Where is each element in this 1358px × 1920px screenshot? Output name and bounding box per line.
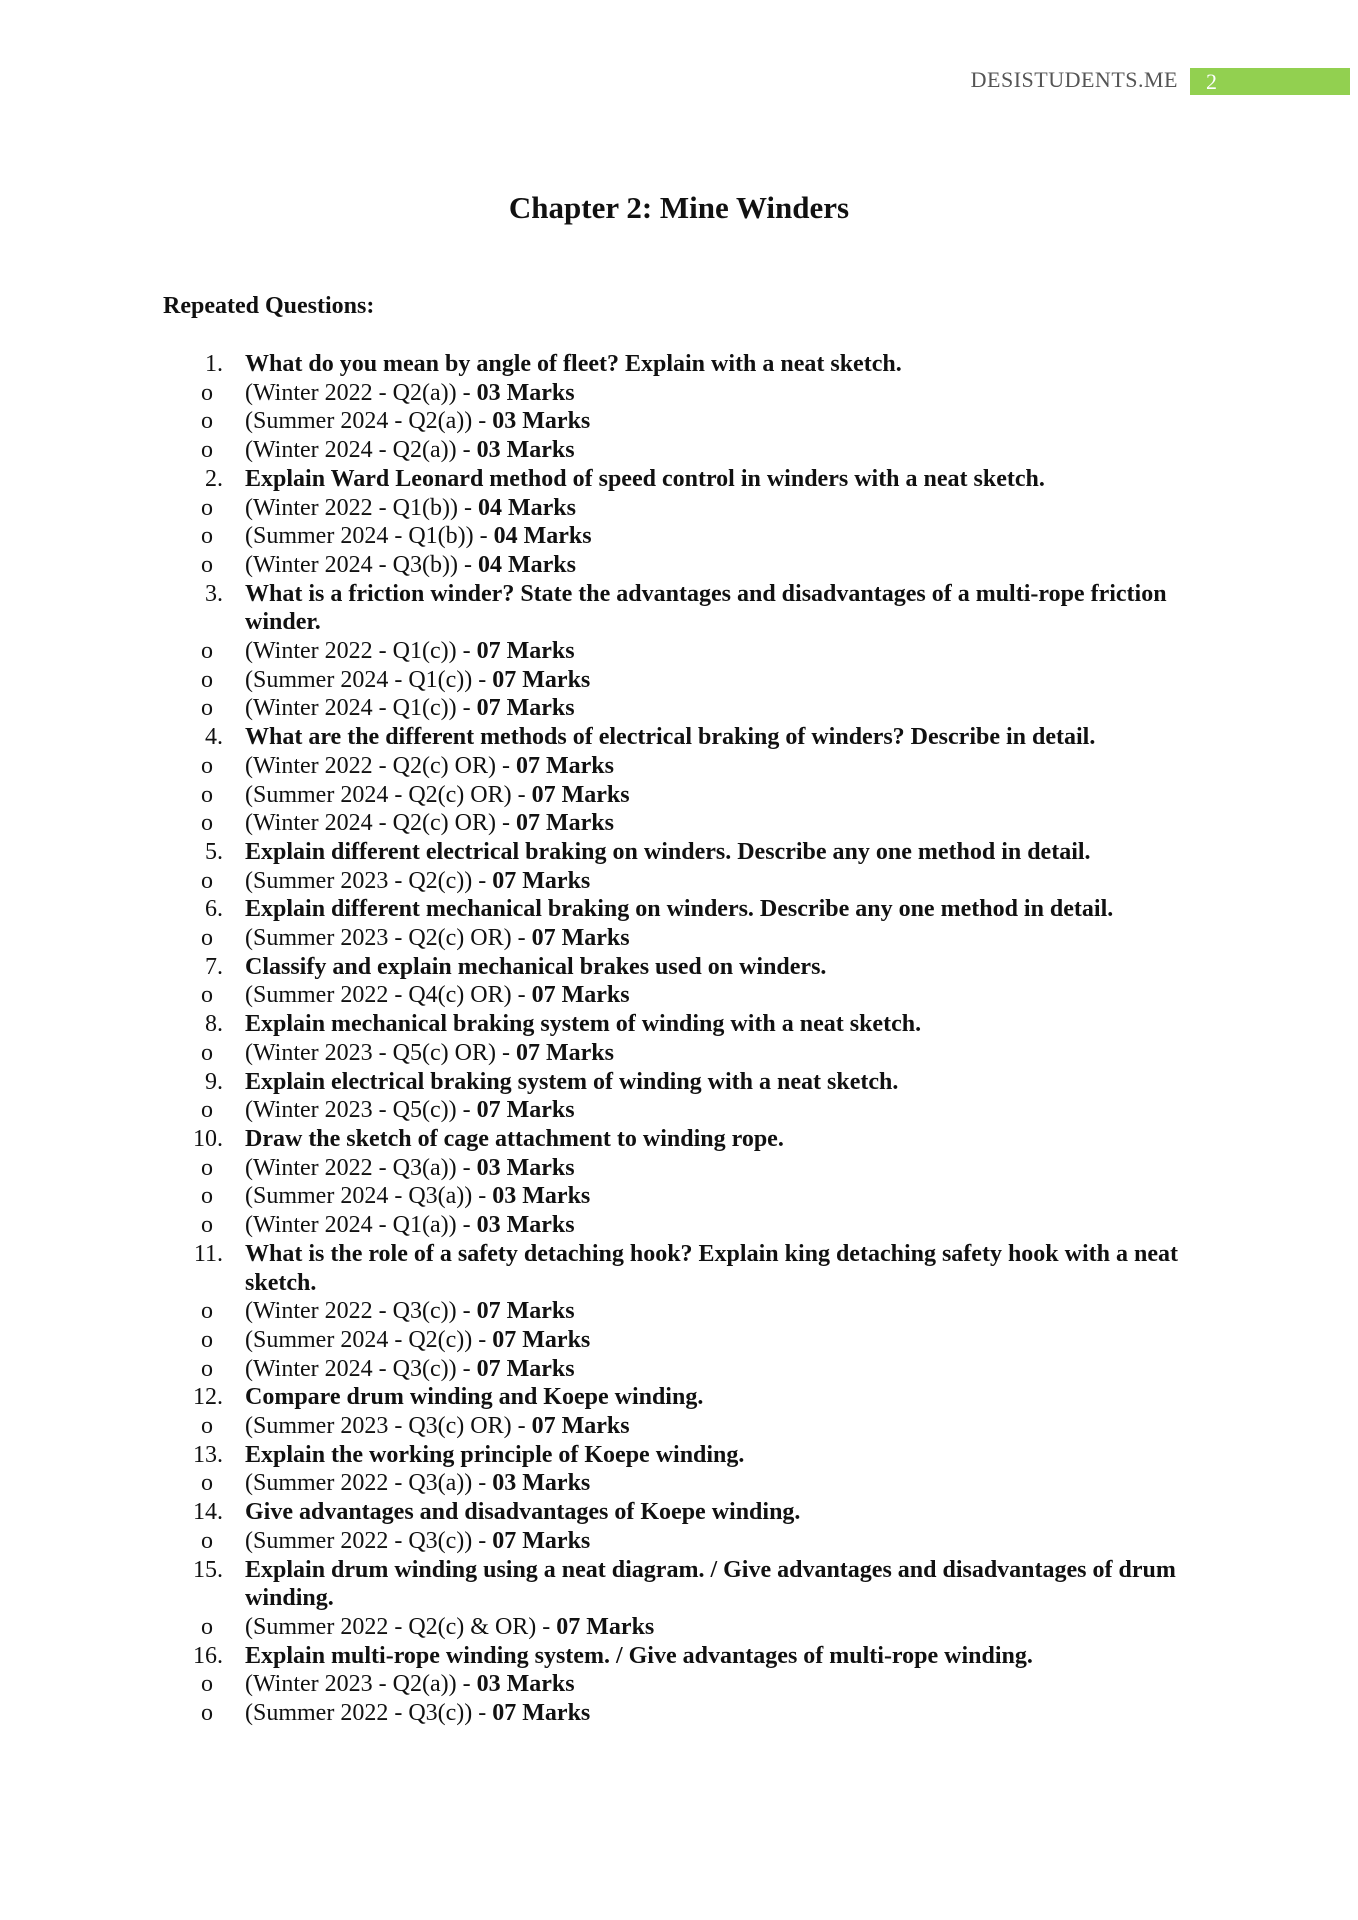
exam-marks: 07 Marks [531,781,630,808]
bullet-icon: o [201,810,213,837]
question-item [163,1498,1203,1527]
exam-marks: 07 Marks [476,1097,575,1124]
exam-source: (Winter 2024 - Q3(b)) - [245,551,478,578]
bullet-icon: o [201,551,213,578]
exam-reference [81,1613,1203,1642]
bullet-icon: o [201,1154,213,1181]
exam-marks: 04 Marks [477,551,576,578]
exam-reference [81,522,1203,551]
bullet-icon: o [201,867,213,894]
exam-marks: 07 Marks [515,1039,614,1066]
bullet-icon: o [201,1671,213,1698]
question-number: 2. [205,465,223,492]
exam-source: (Winter 2023 - Q5(c) OR) - [245,1039,516,1066]
question-number: 5. [205,838,223,865]
exam-source: (Summer 2024 - Q2(c)) - [245,1326,493,1353]
exam-marks: 03 Marks [476,1671,575,1698]
question-text: Explain Ward Leonard method of speed control in winders with a neat sketch. [245,465,1045,492]
page-number: 2 [1190,68,1350,95]
chapter-title: Chapter 2: Mine Winders [508,190,850,225]
bullet-icon: o [201,752,213,779]
question-text: What do you mean by angle of fleet? Explain with a neat sketch. [245,351,902,377]
exam-source: (Summer 2022 - Q4(c) OR) - [245,982,532,1009]
question-item [163,838,1203,867]
exam-marks: 04 Marks [477,494,576,521]
exam-marks: 07 Marks [556,1613,655,1640]
exam-reference [81,494,1203,523]
question-text: Explain different electrical braking on winders. Describe any one method in detail. [245,838,1091,865]
exam-marks: 07 Marks [531,982,630,1009]
bullet-icon: o [201,1097,213,1124]
exam-marks: 03 Marks [492,1470,591,1497]
exam-marks: 03 Marks [476,1212,575,1239]
question-number: 1. [205,351,223,377]
question-number: 9. [205,1068,223,1095]
exam-reference [81,809,1203,838]
question-text: Explain drum winding using a neat diagram. / Give advantages and disadvantages of drum winding. [245,1556,1176,1612]
exam-reference [81,1412,1203,1441]
question-number: 4. [205,724,223,751]
question-text: Explain multi-rope winding system. / Give advantages of multi-rope winding. [245,1642,1033,1669]
bullet-icon: o [201,982,213,1009]
exam-source: (Summer 2024 - Q1(c)) - [245,666,493,693]
bullet-icon: o [201,1470,213,1497]
exam-source: (Winter 2024 - Q2(c) OR) - [245,810,516,837]
bullet-icon: o [201,1413,213,1440]
question-number: 13. [193,1441,223,1468]
question-item [163,1125,1203,1154]
question-item [163,1642,1203,1671]
question-item [163,350,1203,379]
question-text: What is the role of a safety detaching hook? Explain king detaching safety hook with a neat sketch. [245,1240,1178,1296]
question-text: What are the different methods of electrical braking of winders? Describe in detail. [245,724,1096,751]
question-text: Classify and explain mechanical brakes used on winders. [245,953,827,980]
exam-marks: 03 Marks [492,1183,591,1210]
section-heading: Repeated Questions: [163,293,375,319]
exam-source: (Winter 2024 - Q1(c)) - [245,695,477,722]
question-number: 11. [193,1240,223,1267]
exam-reference [81,867,1203,896]
question-text: What is a friction winder? State the advantages and disadvantages of a multi-rope friction winder. [245,580,1167,636]
bullet-icon: o [201,437,213,464]
exam-reference [81,551,1203,580]
question-number: 16. [193,1642,223,1669]
exam-source: (Summer 2024 - Q2(a)) - [245,408,493,435]
question-text: Explain electrical braking system of winding with a neat sketch. [245,1068,899,1095]
exam-source: (Winter 2024 - Q2(a)) - [245,437,477,464]
exam-source: (Summer 2022 - Q3(c)) - [245,1700,493,1727]
question-item [163,1383,1203,1412]
exam-reference [81,752,1203,781]
exam-reference [81,1469,1203,1498]
exam-marks: 07 Marks [492,867,591,894]
exam-source: (Summer 2024 - Q3(a)) - [245,1183,493,1210]
bullet-icon: o [201,494,213,521]
exam-source: (Winter 2022 - Q2(c) OR) - [245,752,516,779]
bullet-icon: o [201,1183,213,1210]
bullet-icon: o [201,1326,213,1353]
question-item [163,465,1203,494]
exam-source: (Winter 2022 - Q2(a)) - [245,379,477,406]
exam-source: (Winter 2022 - Q1(c)) - [245,638,477,665]
question-number: 7. [205,953,223,980]
exam-reference [81,637,1203,666]
exam-marks: 07 Marks [476,695,575,722]
question-text: Explain different mechanical braking on winders. Describe any one method in detail. [245,896,1114,923]
bullet-icon: o [201,1527,213,1554]
exam-reference [81,1326,1203,1355]
bullet-icon: o [201,925,213,952]
question-item [163,1010,1203,1039]
question-item [163,1441,1203,1470]
exam-source: (Summer 2022 - Q3(a)) - [245,1470,493,1497]
exam-marks: 07 Marks [531,1413,630,1440]
bullet-icon: o [201,1039,213,1066]
exam-reference [81,379,1203,408]
exam-source: (Summer 2023 - Q3(c) OR) - [245,1413,532,1440]
exam-marks: 03 Marks [476,437,575,464]
exam-marks: 03 Marks [476,379,575,406]
bullet-icon: o [201,408,213,435]
exam-source: (Winter 2023 - Q2(a)) - [245,1671,477,1698]
exam-marks: 07 Marks [476,638,575,665]
exam-marks: 03 Marks [492,408,591,435]
exam-marks: 07 Marks [492,1326,591,1353]
question-text: Compare drum winding and Koepe winding. [245,1384,704,1411]
question-number: 8. [205,1011,223,1038]
exam-source: (Summer 2023 - Q2(c) OR) - [245,925,532,952]
question-number: 15. [193,1556,223,1583]
question-list [163,350,1203,1728]
exam-marks: 07 Marks [476,1298,575,1325]
exam-source: (Summer 2024 - Q1(b)) - [245,523,494,550]
exam-reference [81,1297,1203,1326]
exam-marks: 04 Marks [493,523,592,550]
exam-marks: 07 Marks [492,1527,591,1554]
bullet-icon: o [201,1355,213,1382]
exam-reference [81,1211,1203,1240]
bullet-icon: o [201,1613,213,1640]
exam-source: (Winter 2024 - Q3(c)) - [245,1355,477,1382]
question-text: Explain the working principle of Koepe winding. [245,1441,745,1468]
question-number: 10. [193,1125,223,1152]
question-item [163,1240,1203,1297]
exam-marks: 03 Marks [476,1154,575,1181]
exam-source: (Summer 2024 - Q2(c) OR) - [245,781,532,808]
site-name: DESISTUDENTS.ME [970,67,1178,92]
question-number: 12. [193,1384,223,1411]
question-number: 14. [193,1499,223,1526]
bullet-icon: o [201,1700,213,1727]
question-text: Explain mechanical braking system of winding with a neat sketch. [245,1011,922,1038]
bullet-icon: o [201,638,213,665]
question-item [163,1556,1203,1613]
exam-reference [81,981,1203,1010]
exam-marks: 07 Marks [476,1355,575,1382]
exam-marks: 07 Marks [515,810,614,837]
question-item [163,1068,1203,1097]
exam-reference [81,1527,1203,1556]
exam-reference [81,1182,1203,1211]
exam-reference [81,1355,1203,1384]
bullet-icon: o [201,1298,213,1325]
exam-marks: 07 Marks [492,666,591,693]
exam-reference [81,436,1203,465]
question-text: Draw the sketch of cage attachment to winding rope. [245,1125,784,1152]
question-text: Give advantages and disadvantages of Koepe winding. [245,1499,801,1526]
question-item [163,953,1203,982]
question-number: 3. [205,580,223,607]
bullet-icon: o [201,379,213,406]
exam-reference [81,781,1203,810]
exam-reference [81,1096,1203,1125]
exam-source: (Winter 2022 - Q3(c)) - [245,1298,477,1325]
exam-source: (Winter 2022 - Q1(b)) - [245,494,478,521]
bullet-icon: o [201,781,213,808]
exam-source: (Winter 2022 - Q3(a)) - [245,1154,477,1181]
bullet-icon: o [201,523,213,550]
exam-reference [81,1699,1203,1728]
question-item [163,580,1203,637]
exam-source: (Winter 2024 - Q1(a)) - [245,1212,477,1239]
exam-source: (Summer 2023 - Q2(c)) - [245,867,493,894]
exam-marks: 07 Marks [531,925,630,952]
question-item [163,723,1203,752]
exam-reference [81,1670,1203,1699]
exam-reference [81,1039,1203,1068]
exam-reference [81,694,1203,723]
exam-source: (Winter 2023 - Q5(c)) - [245,1097,477,1124]
exam-reference [81,666,1203,695]
exam-reference [81,407,1203,436]
exam-source: (Summer 2022 - Q2(c) & OR) - [245,1613,557,1640]
bullet-icon: o [201,695,213,722]
exam-source: (Summer 2022 - Q3(c)) - [245,1527,493,1554]
bullet-icon: o [201,1212,213,1239]
question-item [163,895,1203,924]
exam-marks: 07 Marks [515,752,614,779]
bullet-icon: o [201,666,213,693]
exam-reference [81,1154,1203,1183]
exam-marks: 07 Marks [492,1700,591,1727]
question-number: 6. [205,896,223,923]
exam-reference [81,924,1203,953]
